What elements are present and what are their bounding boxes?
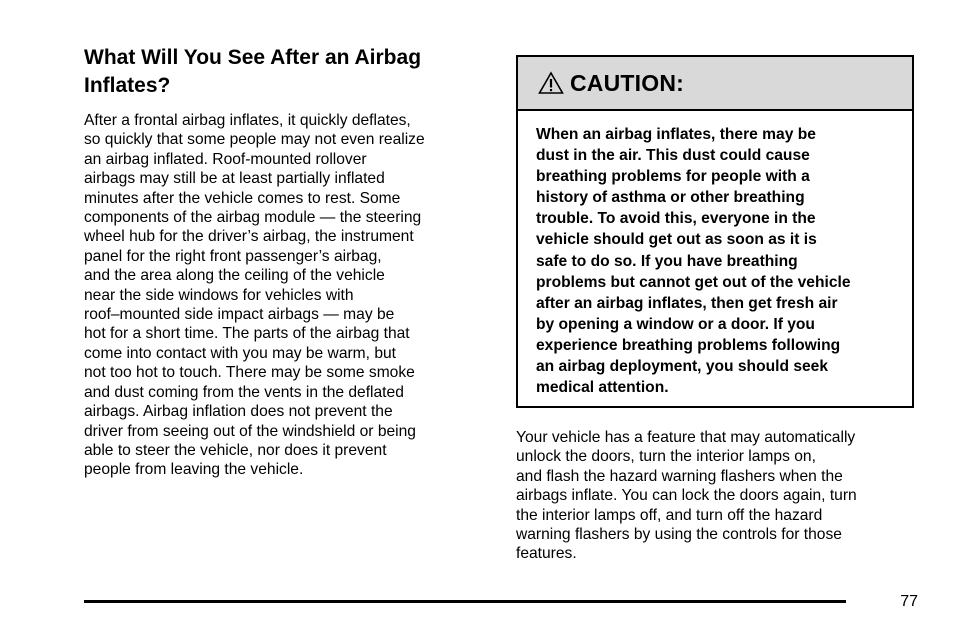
text-line: an airbag inflated. Roof-mounted rollover (84, 150, 367, 168)
text-line: so quickly that some people may not even realize (84, 131, 425, 149)
text-line: breathing problems for people with a (536, 168, 810, 186)
footer-divider (84, 600, 846, 603)
heading-line: What Will You See After an Airbag (84, 46, 422, 69)
text-line: dust in the air. This dust could cause (536, 147, 810, 165)
text-line: able to steer the vehicle, nor does it prevent (84, 441, 387, 459)
text-line: vehicle should get out as soon as it is (536, 231, 817, 249)
text-line: the interior lamps off, and turn off the hazard (516, 506, 823, 524)
text-line: hot for a short time. The parts of the airbag that (84, 325, 410, 343)
text-line: components of the airbag module — the steering (84, 209, 422, 227)
text-line: wheel hub for the driver’s airbag, the instrument (84, 228, 414, 246)
text-line: near the side windows for vehicles with (84, 286, 354, 304)
text-line: warning flashers by using the controls for those (516, 526, 842, 544)
text-line: by opening a window or a door. If you (536, 315, 815, 333)
text-line: safe to do so. If you have breathing (536, 252, 798, 270)
text-line: after an airbag inflates, then get fresh air (536, 294, 838, 312)
feature-paragraph (516, 428, 926, 564)
left-column (84, 44, 484, 480)
text-line: Your vehicle has a feature that may automatically (516, 429, 856, 446)
text-line: airbags may still be at least partially inflated (84, 170, 385, 188)
caution-header (518, 57, 912, 111)
text-line: not too hot to touch. There may be some smoke (84, 364, 415, 382)
section-heading (84, 44, 484, 100)
text-line: history of asthma or other breathing (536, 189, 805, 207)
text-line: and the area along the ceiling of the vehicle (84, 267, 385, 285)
caution-title: CAUTION: (570, 69, 685, 96)
text-line: driver from seeing out of the windshield or being (84, 422, 416, 440)
page-number: 77 (900, 593, 918, 610)
text-line: airbags inflate. You can lock the doors again, turn (516, 487, 857, 505)
heading-line: Inflates? (84, 74, 171, 97)
text-line: panel for the right front passenger’s airbag, (84, 247, 382, 265)
text-line: people from leaving the vehicle. (84, 461, 304, 479)
text-line: medical attention. (536, 379, 669, 397)
text-line: After a frontal airbag inflates, it quickly deflates, (84, 112, 411, 129)
warning-triangle-icon (538, 71, 564, 95)
text-line: minutes after the vehicle comes to rest. Some (84, 189, 401, 207)
caution-box (516, 55, 914, 408)
airbag-deflation-paragraph (84, 111, 484, 480)
text-line: problems but cannot get out of the vehicle (536, 273, 851, 291)
text-line: unlock the doors, turn the interior lamps on, (516, 448, 816, 466)
caution-text (518, 111, 912, 398)
text-line: come into contact with you may be warm, but (84, 344, 397, 362)
text-line: and flash the hazard warning flashers when the (516, 467, 843, 485)
text-line: and dust coming from the vents in the deflated (84, 383, 404, 401)
text-line: features. (516, 545, 577, 563)
text-line: airbags. Airbag inflation does not prevent the (84, 403, 393, 421)
text-line: roof–mounted side impact airbags — may be (84, 306, 395, 324)
text-line: trouble. To avoid this, everyone in the (536, 210, 816, 228)
text-line: When an airbag inflates, there may be (536, 126, 816, 143)
text-line: experience breathing problems following (536, 336, 841, 354)
text-line: an airbag deployment, you should seek (536, 358, 829, 376)
